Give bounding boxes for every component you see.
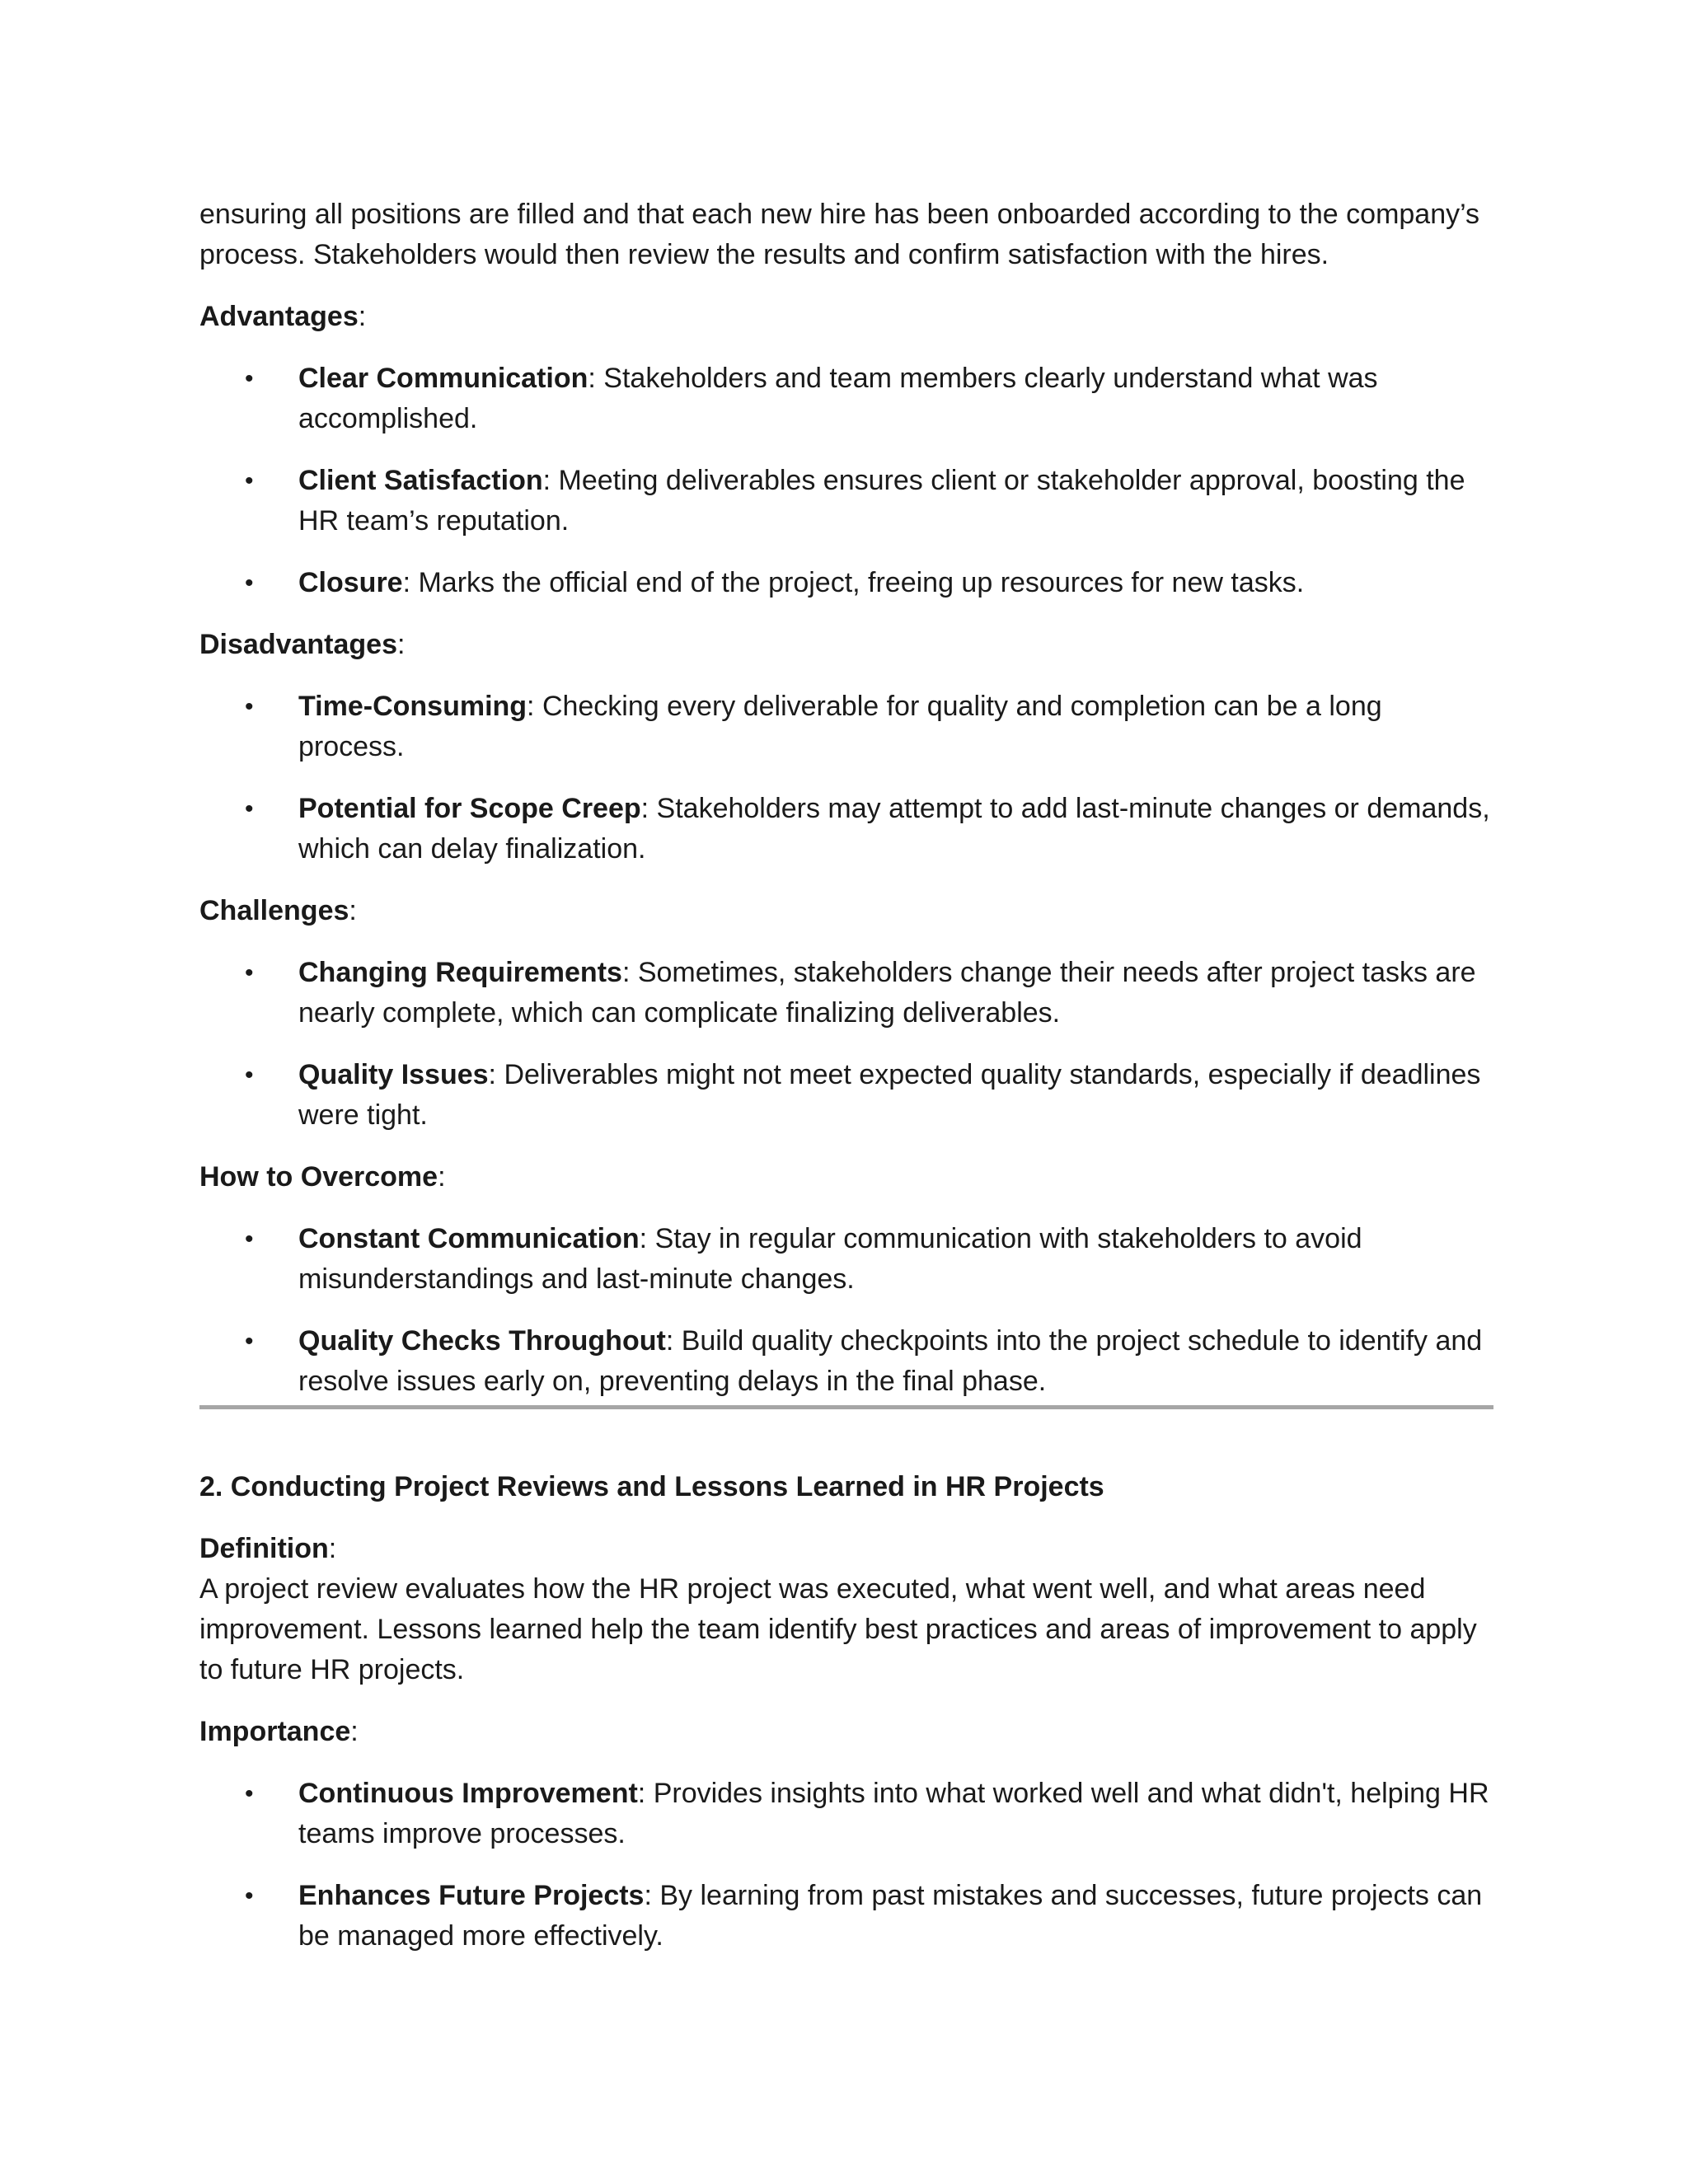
disadvantages-label: Disadvantages (199, 629, 397, 660)
importance-label: Importance (199, 1716, 351, 1747)
intro-paragraph: ensuring all positions are filled and that each new hire has been onboarded according to the company’s process. Stakeholders would then review the results and confirm satisfaction with the hires. (199, 199, 1480, 270)
item-term: Changing Requirements (298, 957, 622, 988)
challenges-list (199, 953, 1493, 1136)
list-item (199, 1876, 1493, 1957)
item-text: : Provides insights into what worked well and what didn't, helping HR teams improve processes. (298, 1778, 1489, 1849)
list-item (199, 789, 1493, 869)
item-text: : Stakeholders and team members clearly understand what was accomplished. (298, 363, 1378, 434)
challenges-heading: Challenges: (199, 895, 357, 926)
bullet-icon: • (245, 1328, 254, 1355)
item-term: Quality Issues (298, 1059, 489, 1090)
definition-label: Definition (199, 1533, 329, 1564)
bullet-icon: • (245, 959, 254, 987)
section-title: 2. Conducting Project Reviews and Lessons Learned in HR Projects (199, 1471, 1104, 1502)
advantages-label: Advantages (199, 301, 359, 332)
overcome-label: How to Overcome (199, 1161, 438, 1193)
definition-text: A project review evaluates how the HR project was executed, what went well, and what areas need improvement. Lessons learned help the team identify best practices and areas of improvement to apply to future HR projects. (199, 1573, 1477, 1685)
bullet-icon: • (245, 795, 254, 823)
list-item (199, 563, 1493, 603)
item-term: Potential for Scope Creep (298, 793, 641, 824)
disadvantages-heading: Disadvantages: (199, 629, 406, 660)
item-text: : Marks the official end of the project, freeing up resources for new tasks. (402, 567, 1305, 598)
advantages-list (199, 359, 1493, 603)
item-text: : Stakeholders may attempt to add last-minute changes or demands, which can delay finalization. (298, 793, 1490, 865)
item-term: Continuous Improvement (298, 1778, 638, 1809)
list-item (199, 953, 1493, 1033)
item-text: : Meeting deliverables ensures client or stakeholder approval, boosting the HR team’s reputation. (298, 465, 1465, 537)
item-term: Time-Consuming (298, 691, 528, 722)
definition-heading: Definition: (199, 1533, 337, 1564)
document-page (199, 194, 1493, 1978)
item-term: Client Satisfaction (298, 465, 543, 496)
list-item (199, 1219, 1493, 1300)
horizontal-divider (199, 1405, 1493, 1409)
list-item (199, 1055, 1493, 1136)
overcome-list (199, 1219, 1493, 1402)
bullet-icon: • (245, 1780, 254, 1807)
definition-block (199, 1529, 1493, 1690)
bullet-icon: • (245, 1882, 254, 1910)
list-item (199, 687, 1493, 767)
item-term: Enhances Future Projects (298, 1880, 645, 1911)
importance-heading: Importance: (199, 1716, 359, 1747)
importance-list (199, 1774, 1493, 1957)
challenges-label: Challenges (199, 895, 349, 926)
item-term: Closure (298, 567, 403, 598)
bullet-icon: • (245, 569, 254, 597)
item-term: Quality Checks Throughout (298, 1325, 666, 1357)
item-text: : Sometimes, stakeholders change their needs after project tasks are nearly complete, which can complicate finalizing deliverables. (298, 957, 1476, 1029)
item-text: : Checking every deliverable for quality and completion can be a long process. (298, 691, 1382, 762)
list-item (199, 359, 1493, 439)
item-term: Clear Communication (298, 363, 588, 394)
list-item (199, 1774, 1493, 1854)
bullet-icon: • (245, 1226, 254, 1253)
overcome-heading: How to Overcome: (199, 1161, 446, 1193)
advantages-heading: Advantages: (199, 301, 367, 332)
item-text: : By learning from past mistakes and successes, future projects can be managed more effectively. (298, 1880, 1483, 1952)
bullet-icon: • (245, 365, 254, 392)
bullet-icon: • (245, 693, 254, 720)
item-text: : Build quality checkpoints into the project schedule to identify and resolve issues early on, preventing delays in the final phase. (298, 1325, 1483, 1397)
bullet-icon: • (245, 1062, 254, 1089)
bullet-icon: • (245, 467, 254, 494)
list-item (199, 1321, 1493, 1402)
disadvantages-list (199, 687, 1493, 869)
item-text: : Deliverables might not meet expected quality standards, especially if deadlines were tight. (298, 1059, 1481, 1131)
item-text: : Stay in regular communication with stakeholders to avoid misunderstandings and last-minute changes. (298, 1223, 1362, 1295)
item-term: Constant Communication (298, 1223, 640, 1254)
list-item (199, 461, 1493, 541)
